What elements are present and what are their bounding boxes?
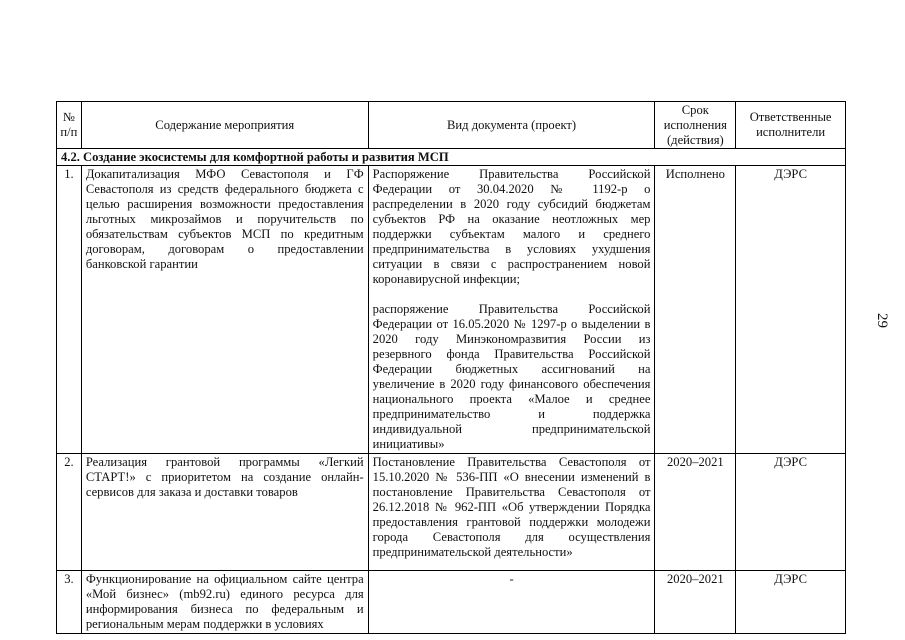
row-num: 2. [57,454,82,571]
row-num: 3. [57,571,82,634]
row-doc: - [368,571,655,634]
section-row [57,149,846,166]
row-responsible: ДЭРС [736,166,846,454]
table-row [57,454,846,571]
header-deadline: Срок исполнения (действия) [655,102,736,149]
row-content: Функционирование на официальном сайте центра «Мой бизнес» (mb92.ru) единого ресурса для информирования бизнеса по федеральным и региональным мерам поддержки в условиях [81,571,368,634]
table-row [57,166,846,454]
row-doc [368,166,655,454]
row-doc: Постановление Правительства Севастополя от 15.10.2020 № 536-ПП «О внесении изменений в постановление Правительства Севастополя от 26.12.2018 № 962-ПП «Об утверждении Порядка предоставления грантовой поддержки молодежи города Севастополя для осуществления предпринимательской деятельности» [368,454,655,571]
table-row [57,571,846,634]
row-content: Реализация грантовой программы «Легкий СТАРТ!» с приоритетом на создание онлайн-сервисов для заказа и доставки товаров [81,454,368,571]
section-title: 4.2. Создание экосистемы для комфортной работы и развития МСП [57,149,846,166]
row-responsible: ДЭРС [736,571,846,634]
header-content: Содержание мероприятия [81,102,368,149]
measures-table [56,101,846,634]
row-deadline: 2020–2021 [655,571,736,634]
row-deadline: Исполнено [655,166,736,454]
table-header-row [57,102,846,149]
row-responsible: ДЭРС [736,454,846,571]
page-number: 29 [874,313,890,328]
row-content: Докапитализация МФО Севастополя и ГФ Севастополя из средств федерального бюджета с целью расширения возможности предоставления льготных микрозаймов и поручительств по обязательствам субъектов МСП по кредитным договорам, договорам о предоставлении банковской гарантии [81,166,368,454]
header-doc: Вид документа (проект) [368,102,655,149]
row-deadline: 2020–2021 [655,454,736,571]
header-num: № п/п [57,102,82,149]
header-responsible: Ответственные исполнители [736,102,846,149]
row-doc-paragraph: распоряжение Правительства Российской Федерации от 16.05.2020 № 1297-р о выделении в 2020 году Минэкономразвития России из резервного фонда Правительства Российской Федерации бюджетных ассигнований на увеличение в 2020 году финансового обеспечения национального проекта «Малое и среднее предпринимательство и поддержка индивидуальной предпринимательской инициативы» [372,302,651,451]
row-doc-paragraph: Распоряжение Правительства Российской Федерации от 30.04.2020 № 1192-р о распределении в 2020 году субсидий бюджетам субъектов РФ на оказание неотложных мер поддержки субъектам малого и среднего предпринимательства в условиях ухудшения ситуации в связи с распространением новой коронавирусной инфекции; [372,167,651,286]
row-num: 1. [57,166,82,454]
